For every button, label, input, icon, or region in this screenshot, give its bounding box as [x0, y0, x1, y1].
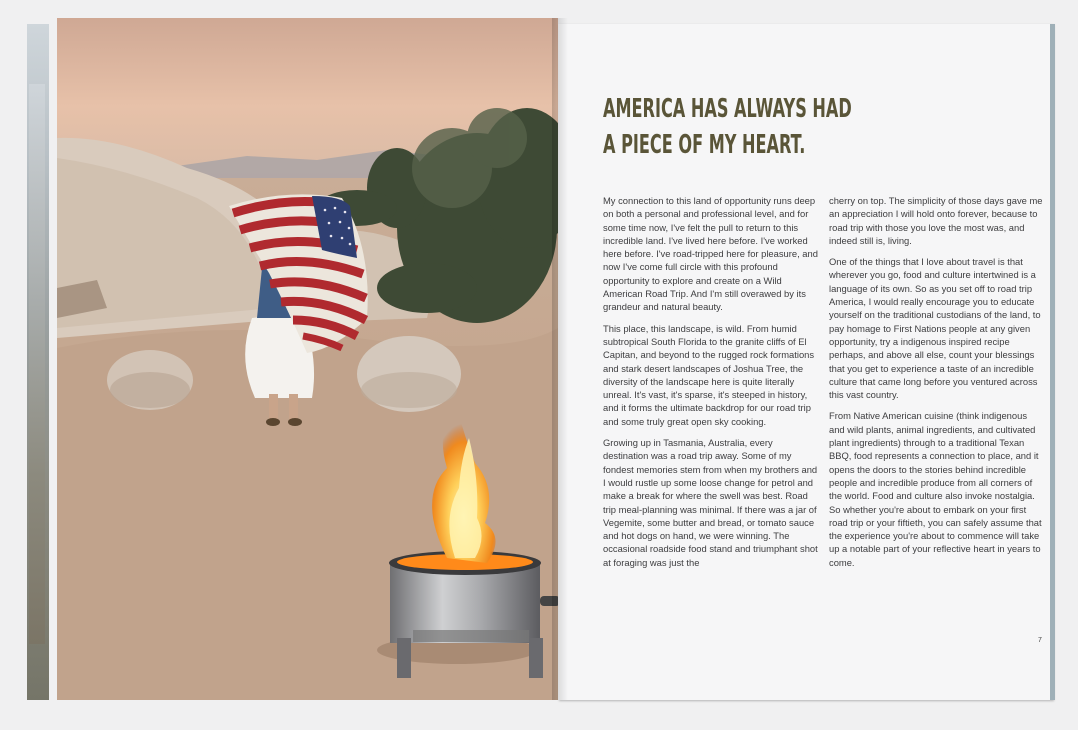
- book-cover-edge: [27, 24, 49, 700]
- text-column-right: [829, 194, 1045, 577]
- paragraph: From Native American cuisine (think indigenous and wild plants, animal ingredients, and cultivated plant ingredients) through to a traditional Texan BBQ, food represents a connection to place, and it opens the doors to the stories behind incredible people and incredible produce from all corners of the world. Food and culture also invoke nostalgia. So whether you're about to embark on your first road trip or your fiftieth, you can safely assume that the experience you're about to commence will take up a notable part of your reflective heart in years to come.: [829, 410, 1042, 568]
- photo-page: [57, 18, 558, 700]
- paragraph: cherry on top. The simplicity of those days gave me an appreciation I will hold onto forever, because to road trip with those you love the most was, and indeed still is, living.: [829, 195, 1043, 246]
- text-column-left: [603, 194, 819, 577]
- headline-line-1: AMERICA HAS ALWAYS HAD: [603, 94, 852, 124]
- page-headline: [603, 91, 852, 163]
- book-cover-edge-right: [1050, 24, 1055, 700]
- desert-photo-illustration: [57, 18, 558, 700]
- page-number: 7: [1038, 637, 1042, 644]
- paragraph: My connection to this land of opportunity runs deep on both a personal and professional level, and for some time now, I've felt the pull to return to this incredible land. I've lived here before. I've worked here before. I've road-tripped here for pleasure, and now I've come full circle with this profound opportunity to explore and create on a Wild American Road Trip. And I'm still overawed by its grandeur and natural beauty.: [603, 195, 818, 313]
- paragraph: Growing up in Tasmania, Australia, every destination was a road trip away. Some of my fondest memories stem from when my brothers and I would rustle up some loose change for petrol and make a break for where the swell was best. Road trip meal-planning was minimal. If there was a jar of Vegemite, some butter and bread, or tomato sauce and hot dogs on hand, we were winning. The occasional roadside food stand and triumphant shot at foraging was just the: [603, 437, 818, 568]
- headline-line-2: A PIECE OF MY HEART.: [603, 130, 806, 160]
- paragraph: This place, this landscape, is wild. From humid subtropical South Florida to the granite cliffs of El Capitan, and beyond to the rugged rock formations and stark desert landscapes of Joshua Tree, the diversity of the landscape here is quite literally unreal. It's vast, it's sparse, it's steeped in history, and it forms the ultimate backdrop for our road trip and some truly great open sky cooking.: [603, 322, 815, 427]
- paragraph: One of the things that I love about travel is that wherever you go, food and culture intertwined is a language of its own. So as you set off to road trip America, I would really encourage you to educate yourself on the traditional custodians of the land, to pay homage to First Nations people at any given opportunity, try a indigenous inspired recipe perhaps, and above all else, count your blessings that you get to experience a taste of an incredible culture that came long before you ventured across this vast country.: [829, 256, 1041, 401]
- gutter-shadow: [552, 18, 568, 700]
- book-spread: [27, 18, 1055, 700]
- text-page: [558, 24, 1053, 700]
